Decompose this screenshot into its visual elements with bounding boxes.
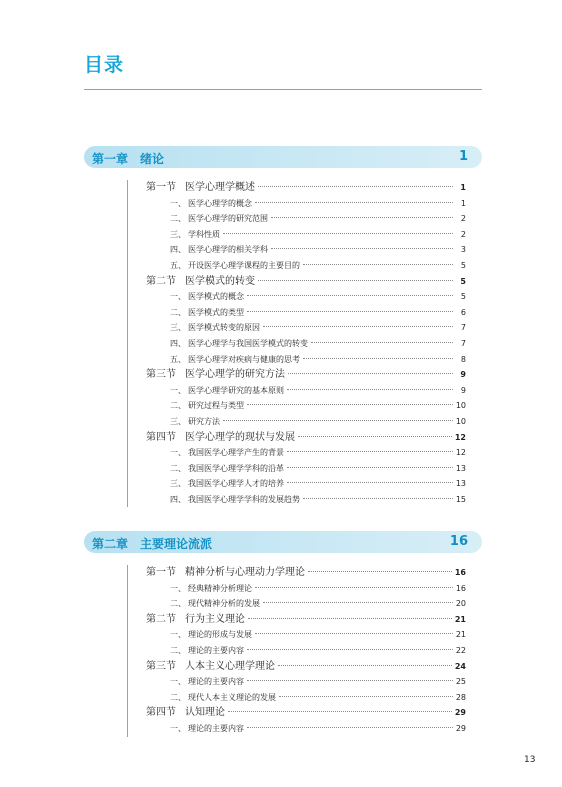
entry-number: 二、 (170, 401, 186, 411)
dot-leader (255, 587, 453, 588)
chapter-heading-2[interactable] (84, 531, 482, 553)
entry-page-number: 10 (455, 401, 466, 411)
dot-leader (247, 727, 453, 728)
entry-number: 四、 (170, 338, 186, 348)
entry-title: 经典精神分析理论 (188, 583, 252, 593)
entry-page-number: 5 (460, 292, 466, 302)
entry-number: 一、 (170, 385, 186, 395)
entry-title: 研究过程与类型 (188, 401, 244, 411)
entry-page-number: 2 (460, 229, 466, 239)
dot-leader (258, 186, 453, 187)
entry-page-number: 10 (455, 416, 466, 426)
entry-number: 第三节 (146, 660, 176, 672)
dot-leader (303, 498, 453, 499)
entry-number: 二、 (170, 599, 186, 609)
dot-leader (311, 342, 453, 343)
entry-title: 现代人本主义理论的发展 (188, 692, 276, 702)
entry-page-number: 21 (455, 630, 466, 640)
dot-leader (255, 202, 453, 203)
toc-subsection-entry[interactable] (128, 690, 466, 706)
entry-title: 我国医学心理学学科的沿革 (188, 463, 284, 473)
entry-page-number: 5 (460, 260, 466, 270)
toc-subsection-entry[interactable] (128, 414, 466, 430)
entry-title: 医学心理学的研究范围 (188, 214, 268, 224)
entry-title: 开设医学心理学课程的主要目的 (188, 260, 300, 270)
entry-number: 二、 (170, 645, 186, 655)
entry-number: 二、 (170, 214, 186, 224)
entry-title: 我国医学心理学学科的发展趋势 (188, 494, 300, 504)
toc-subsection-entry[interactable] (128, 445, 466, 461)
toc-section-entry[interactable] (128, 367, 466, 383)
toc-subsection-entry[interactable] (128, 398, 466, 414)
toc-subsection-entry[interactable] (128, 721, 466, 737)
entry-title: 理论的形成与发展 (188, 630, 252, 640)
entry-title: 医学心理学对疾病与健康的思考 (188, 354, 300, 364)
entry-number: 一、 (170, 448, 186, 458)
entry-number: 一、 (170, 630, 186, 640)
toc-subsection-entry[interactable] (128, 211, 466, 227)
entry-page-number: 12 (454, 432, 466, 442)
toc-section-entry[interactable] (128, 180, 466, 196)
entry-number: 二、 (170, 307, 186, 317)
entry-page-number: 22 (455, 645, 466, 655)
entry-page-number: 5 (460, 276, 466, 286)
toc-subsection-entry[interactable] (128, 627, 466, 643)
dot-leader (303, 358, 453, 359)
entry-title: 学科性质 (188, 229, 220, 239)
dot-leader (288, 373, 453, 374)
entry-number: 五、 (170, 354, 186, 364)
entry-page-number: 15 (455, 494, 466, 504)
entry-number: 第一节 (146, 567, 176, 578)
dot-leader (271, 217, 453, 218)
entry-number: 四、 (170, 245, 186, 255)
dot-leader (271, 248, 453, 249)
entry-page-number: 13 (455, 463, 466, 473)
page-number: 13 (524, 755, 536, 765)
entry-title: 精神分析与心理动力学理论 (185, 567, 305, 578)
entry-page-number: 6 (460, 307, 466, 317)
entry-page-number: 29 (455, 723, 466, 733)
dot-leader (308, 571, 452, 572)
entry-page-number: 8 (460, 354, 466, 364)
toc-subsection-entry[interactable] (128, 643, 466, 659)
entry-number: 一、 (170, 677, 186, 687)
entry-number: 一、 (170, 198, 186, 208)
toc-subsection-entry[interactable] (128, 196, 466, 212)
entry-page-number: 12 (455, 448, 466, 458)
entry-page-number: 7 (460, 338, 466, 348)
entry-title: 医学模式的类型 (188, 307, 244, 317)
dot-leader (228, 711, 452, 712)
entry-page-number: 9 (460, 370, 466, 380)
toc-section-entry[interactable] (128, 705, 466, 721)
toc-subsection-entry[interactable] (128, 492, 466, 508)
entry-page-number: 29 (454, 708, 466, 718)
entry-title: 研究方法 (188, 416, 220, 426)
entry-title: 医学模式的概念 (188, 292, 244, 302)
entry-title: 认知理论 (185, 707, 225, 719)
entry-number: 第二节 (146, 613, 176, 625)
entry-title: 医学模式的转变 (185, 275, 255, 287)
entry-number: 第三节 (146, 369, 176, 381)
dot-leader (223, 420, 453, 421)
dot-leader (263, 602, 453, 603)
entry-title: 理论的主要内容 (188, 645, 244, 655)
toc-section-entry[interactable] (128, 565, 466, 581)
entry-number: 二、 (170, 692, 186, 702)
entry-number: 二、 (170, 463, 186, 473)
dot-leader (303, 264, 453, 265)
entry-number: 三、 (170, 416, 186, 426)
entry-title: 医学心理学概述 (185, 182, 255, 193)
entry-page-number: 3 (460, 245, 466, 255)
dot-leader (298, 436, 452, 437)
entry-number: 三、 (170, 479, 186, 489)
entry-page-number: 16 (455, 583, 466, 593)
entry-title: 医学模式转变的原因 (188, 323, 260, 333)
entry-page-number: 2 (460, 214, 466, 224)
entry-title: 现代精神分析的发展 (188, 599, 260, 609)
toc-subsection-entry[interactable] (128, 258, 466, 274)
entry-page-number: 21 (454, 614, 466, 624)
dot-leader (247, 311, 453, 312)
entry-page-number: 9 (460, 385, 466, 395)
dot-leader (255, 633, 453, 634)
toc-subsection-entry[interactable] (128, 476, 466, 492)
entry-page-number: 1 (460, 198, 466, 208)
entry-page-number: 1 (460, 183, 466, 192)
entry-number: 第四节 (146, 431, 176, 443)
dot-leader (287, 482, 453, 483)
toc-subsection-entry[interactable] (128, 581, 466, 597)
toc-section-entry[interactable] (128, 659, 466, 675)
entry-page-number: 13 (455, 479, 466, 489)
toc-section-entry[interactable] (128, 274, 466, 290)
dot-leader (279, 696, 453, 697)
dot-leader (248, 618, 452, 619)
entry-number: 第四节 (146, 707, 176, 719)
toc-section-entry[interactable] (128, 430, 466, 446)
entry-title: 理论的主要内容 (188, 677, 244, 687)
chapter-title: 第二章 主要理论流派 (92, 537, 213, 551)
entry-number: 第一节 (146, 182, 176, 193)
entry-title: 理论的主要内容 (188, 723, 244, 733)
chapter-heading-1[interactable] (84, 146, 482, 168)
toc-subsection-entry[interactable] (128, 352, 466, 368)
dot-leader (287, 389, 453, 390)
entry-title: 我国医学心理学产生的背景 (188, 448, 284, 458)
dot-leader (278, 665, 452, 666)
entry-page-number: 7 (460, 323, 466, 333)
page-title: 目录 (84, 54, 125, 76)
entry-title: 医学心理学的研究方法 (185, 369, 285, 381)
toc-subsection-entry[interactable] (128, 383, 466, 399)
entry-page-number: 16 (454, 568, 466, 577)
toc-subsection-entry[interactable] (128, 674, 466, 690)
entry-number: 三、 (170, 323, 186, 333)
entry-title: 医学心理学的现状与发展 (185, 431, 295, 443)
chapter-page-number: 1 (458, 149, 468, 164)
dot-leader (247, 295, 453, 296)
toc-subsection-entry[interactable] (128, 289, 466, 305)
toc-subsection-entry[interactable] (128, 461, 466, 477)
dot-leader (247, 404, 453, 405)
toc-subsection-entry[interactable] (128, 227, 466, 243)
entry-title: 行为主义理论 (185, 613, 245, 625)
entry-page-number: 20 (455, 599, 466, 609)
entry-number: 四、 (170, 494, 186, 504)
chapter-1-contents (127, 180, 466, 507)
chapter-page-number: 16 (449, 534, 468, 549)
entry-page-number: 24 (454, 661, 466, 671)
entry-number: 一、 (170, 583, 186, 593)
entry-title: 医学心理学研究的基本原则 (188, 385, 284, 395)
chapter-title: 第一章 绪论 (92, 152, 165, 166)
toc-subsection-entry[interactable] (128, 305, 466, 321)
entry-title: 医学心理学的相关学科 (188, 245, 268, 255)
entry-title: 医学心理学的概念 (188, 198, 252, 208)
chapter-2-contents (127, 565, 466, 737)
toc-subsection-entry[interactable] (128, 336, 466, 352)
dot-leader (247, 680, 453, 681)
toc-subsection-entry[interactable] (128, 242, 466, 258)
entry-title: 我国医学心理学人才的培养 (188, 479, 284, 489)
dot-leader (258, 280, 453, 281)
entry-title: 医学心理学与我国医学模式的转变 (188, 338, 308, 348)
entry-number: 一、 (170, 292, 186, 302)
entry-title: 人本主义心理学理论 (185, 660, 275, 672)
toc-section-entry[interactable] (128, 612, 466, 628)
entry-page-number: 28 (455, 692, 466, 702)
title-divider (84, 89, 482, 90)
entry-number: 三、 (170, 229, 186, 239)
entry-number: 一、 (170, 723, 186, 733)
dot-leader (287, 467, 453, 468)
toc-subsection-entry[interactable] (128, 320, 466, 336)
toc-subsection-entry[interactable] (128, 596, 466, 612)
entry-number: 五、 (170, 260, 186, 270)
entry-number: 第二节 (146, 275, 176, 287)
dot-leader (247, 649, 453, 650)
entry-page-number: 25 (455, 677, 466, 687)
dot-leader (287, 451, 453, 452)
dot-leader (223, 233, 453, 234)
dot-leader (263, 326, 453, 327)
